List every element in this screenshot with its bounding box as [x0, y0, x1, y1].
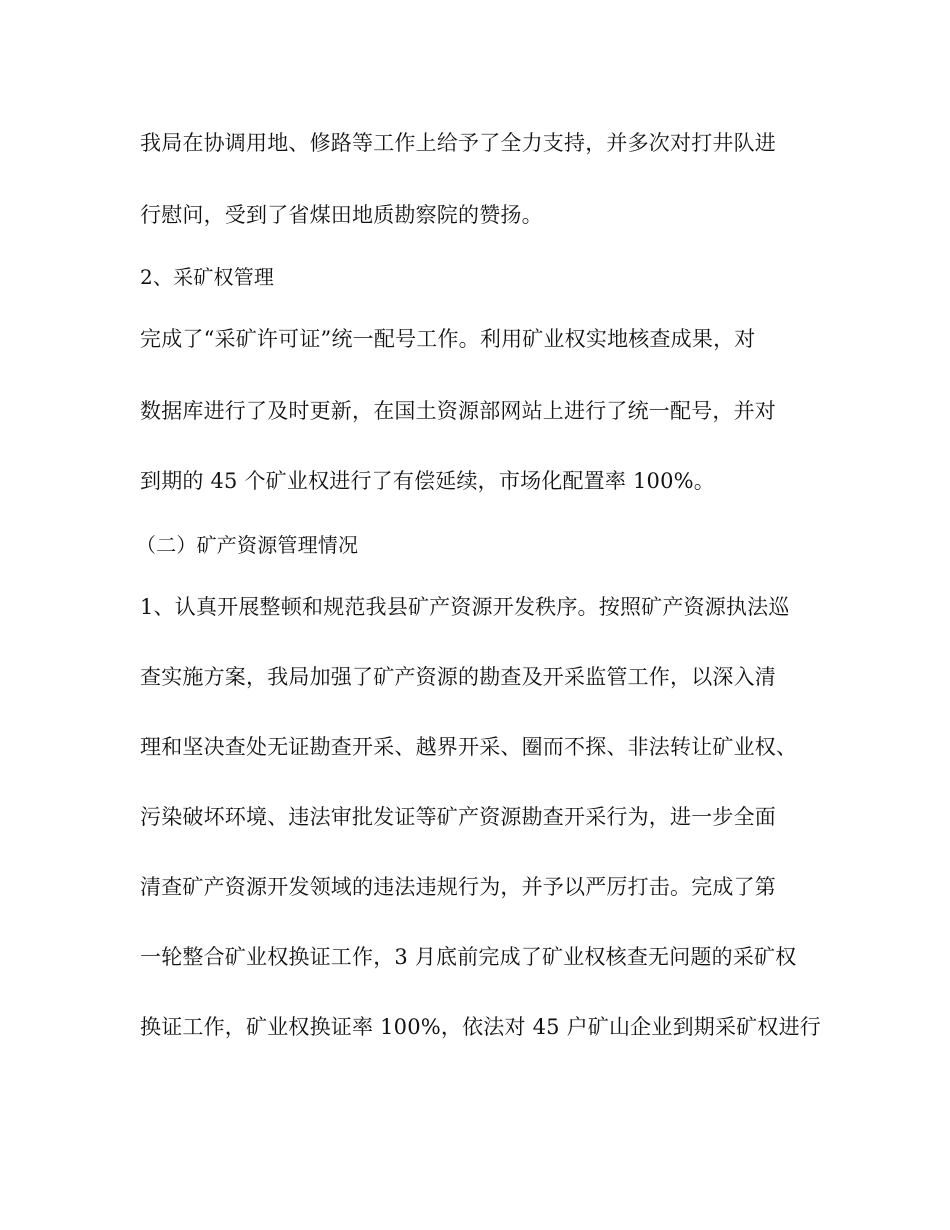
paragraph-line: 理和坚决查处无证勘查开采、越界开采、圈而不探、非法转让矿业权、: [140, 735, 798, 759]
section-heading: （二）矿产资源管理情况: [136, 533, 359, 557]
paragraph-line: 污染破坏环境、违法审批发证等矿产资源勘查开采行为，进一步全面: [140, 805, 776, 829]
paragraph-line: 1、认真开展整顿和规范我县矿产资源开发秩序。按照矿产资源执法巡: [140, 595, 790, 619]
section-heading: 2、采矿权管理: [140, 265, 275, 289]
paragraph-line: 行慰问，受到了省煤田地质勘察院的赞扬。: [140, 203, 543, 227]
paragraph-line: 一轮整合矿业权换证工作，3 月底前完成了矿业权核查无问题的采矿权: [140, 945, 797, 969]
paragraph-line: 完成了“采矿许可证”统一配号工作。利用矿业权实地核查成果，对: [140, 327, 756, 351]
paragraph-line: 数据库进行了及时更新，在国土资源部网站上进行了统一配号，并对: [140, 399, 776, 423]
paragraph-line: 到期的 45 个矿业权进行了有偿延续，市场化配置率 100%。: [140, 469, 715, 493]
paragraph-line: 清查矿产资源开发领域的违法违规行为，并予以严厉打击。完成了第: [140, 875, 776, 899]
paragraph-line: 查实施方案，我局加强了矿产资源的勘查及开采监管工作，以深入清: [140, 665, 776, 689]
paragraph-line: 我局在协调用地、修路等工作上给予了全力支持，并多次对打井队进: [140, 131, 776, 155]
paragraph-line: 换证工作，矿业权换证率 100%，依法对 45 户矿山企业到期采矿权进行: [140, 1015, 821, 1039]
